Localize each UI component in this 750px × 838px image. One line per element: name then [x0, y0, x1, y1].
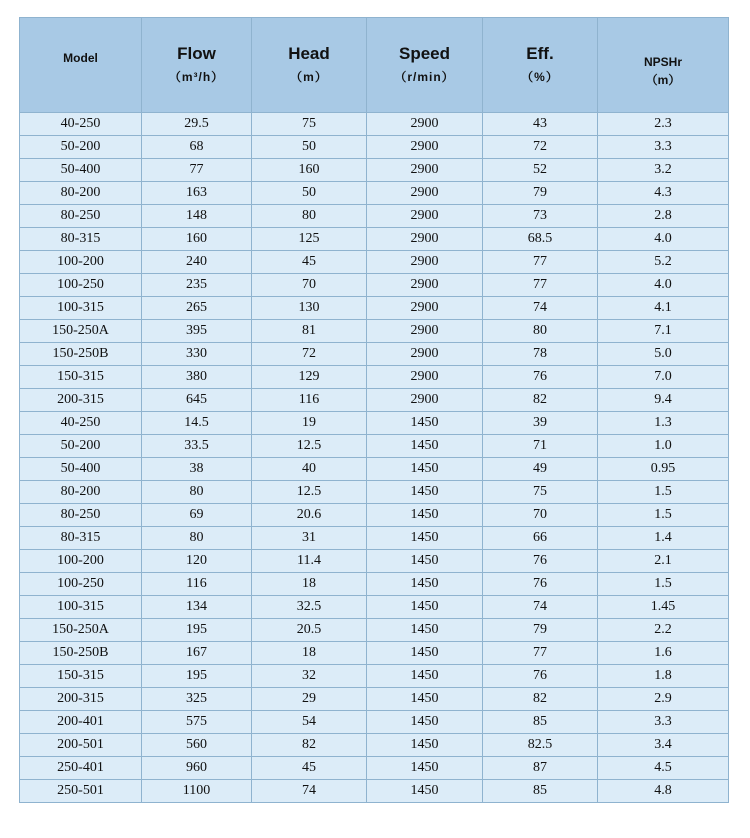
speed-cell: 1450 — [367, 527, 483, 550]
head-cell: 50 — [252, 136, 367, 159]
npshr-cell: 7.1 — [598, 320, 729, 343]
head-cell: 20.6 — [252, 504, 367, 527]
flow-cell: 69 — [142, 504, 252, 527]
flow-cell: 265 — [142, 297, 252, 320]
table-row — [20, 274, 729, 297]
head-cell: 81 — [252, 320, 367, 343]
model-cell: 250-401 — [20, 757, 142, 780]
flow-cell: 1100 — [142, 780, 252, 803]
speed-cell: 1450 — [367, 665, 483, 688]
head-cell: 32 — [252, 665, 367, 688]
table-row — [20, 228, 729, 251]
head-cell: 82 — [252, 734, 367, 757]
model-cell: 150-250B — [20, 343, 142, 366]
model-cell: 100-250 — [20, 573, 142, 596]
table-row — [20, 481, 729, 504]
header-npshr — [598, 18, 729, 113]
table-row — [20, 159, 729, 182]
table-row — [20, 182, 729, 205]
speed-cell: 1450 — [367, 642, 483, 665]
speed-cell: 1450 — [367, 481, 483, 504]
header-eff — [483, 18, 598, 113]
pump-spec-table — [19, 17, 729, 803]
head-cell: 70 — [252, 274, 367, 297]
head-cell: 32.5 — [252, 596, 367, 619]
npshr-cell: 4.1 — [598, 297, 729, 320]
npshr-cell: 1.45 — [598, 596, 729, 619]
npshr-cell: 4.3 — [598, 182, 729, 205]
eff-cell: 78 — [483, 343, 598, 366]
eff-cell: 66 — [483, 527, 598, 550]
eff-cell: 71 — [483, 435, 598, 458]
eff-cell: 52 — [483, 159, 598, 182]
table-row — [20, 527, 729, 550]
flow-cell: 29.5 — [142, 113, 252, 136]
flow-cell: 80 — [142, 527, 252, 550]
model-cell: 80-250 — [20, 504, 142, 527]
table-row — [20, 734, 729, 757]
head-cell: 50 — [252, 182, 367, 205]
model-cell: 80-315 — [20, 527, 142, 550]
table-row — [20, 458, 729, 481]
table-row — [20, 320, 729, 343]
eff-cell: 68.5 — [483, 228, 598, 251]
npshr-cell: 4.5 — [598, 757, 729, 780]
head-cell: 12.5 — [252, 481, 367, 504]
npshr-cell: 1.4 — [598, 527, 729, 550]
flow-cell: 160 — [142, 228, 252, 251]
header-row — [20, 18, 729, 113]
model-cell: 50-200 — [20, 136, 142, 159]
flow-cell: 330 — [142, 343, 252, 366]
flow-cell: 240 — [142, 251, 252, 274]
eff-cell: 82.5 — [483, 734, 598, 757]
head-cell: 40 — [252, 458, 367, 481]
head-cell: 45 — [252, 757, 367, 780]
npshr-cell: 1.5 — [598, 504, 729, 527]
npshr-cell: 9.4 — [598, 389, 729, 412]
table-row — [20, 435, 729, 458]
flow-cell: 14.5 — [142, 412, 252, 435]
table-row — [20, 757, 729, 780]
head-cell: 45 — [252, 251, 367, 274]
head-cell: 125 — [252, 228, 367, 251]
head-cell: 29 — [252, 688, 367, 711]
table-row — [20, 596, 729, 619]
flow-cell: 77 — [142, 159, 252, 182]
npshr-cell: 3.3 — [598, 136, 729, 159]
model-cell: 100-200 — [20, 550, 142, 573]
eff-cell: 43 — [483, 113, 598, 136]
npshr-cell: 0.95 — [598, 458, 729, 481]
speed-cell: 1450 — [367, 573, 483, 596]
table-row — [20, 343, 729, 366]
eff-cell: 79 — [483, 619, 598, 642]
speed-cell: 1450 — [367, 435, 483, 458]
table-row — [20, 113, 729, 136]
model-cell: 100-200 — [20, 251, 142, 274]
eff-cell: 85 — [483, 780, 598, 803]
table-row — [20, 389, 729, 412]
flow-cell: 195 — [142, 619, 252, 642]
model-cell: 200-315 — [20, 389, 142, 412]
npshr-cell: 7.0 — [598, 366, 729, 389]
eff-cell: 74 — [483, 596, 598, 619]
speed-cell: 2900 — [367, 366, 483, 389]
model-cell: 80-250 — [20, 205, 142, 228]
eff-cell: 76 — [483, 366, 598, 389]
model-cell: 200-315 — [20, 688, 142, 711]
header-speed — [367, 18, 483, 113]
eff-cell: 76 — [483, 550, 598, 573]
eff-cell: 76 — [483, 573, 598, 596]
flow-cell: 120 — [142, 550, 252, 573]
flow-cell: 33.5 — [142, 435, 252, 458]
header-npshr-label: NPSHr — [643, 55, 682, 69]
header-eff-unit: （%） — [521, 70, 559, 84]
head-cell: 160 — [252, 159, 367, 182]
flow-cell: 163 — [142, 182, 252, 205]
flow-cell: 235 — [142, 274, 252, 297]
eff-cell: 72 — [483, 136, 598, 159]
eff-cell: 39 — [483, 412, 598, 435]
npshr-cell: 4.8 — [598, 780, 729, 803]
eff-cell: 82 — [483, 389, 598, 412]
model-cell: 250-501 — [20, 780, 142, 803]
model-cell: 150-250A — [20, 619, 142, 642]
eff-cell: 77 — [483, 251, 598, 274]
table-row — [20, 550, 729, 573]
eff-cell: 76 — [483, 665, 598, 688]
speed-cell: 2900 — [367, 159, 483, 182]
table-row — [20, 619, 729, 642]
head-cell: 31 — [252, 527, 367, 550]
flow-cell: 38 — [142, 458, 252, 481]
speed-cell: 2900 — [367, 320, 483, 343]
eff-cell: 74 — [483, 297, 598, 320]
head-cell: 129 — [252, 366, 367, 389]
npshr-cell: 1.3 — [598, 412, 729, 435]
eff-cell: 77 — [483, 642, 598, 665]
table-row — [20, 251, 729, 274]
eff-cell: 49 — [483, 458, 598, 481]
head-cell: 130 — [252, 297, 367, 320]
flow-cell: 560 — [142, 734, 252, 757]
header-head-unit: （m） — [290, 70, 328, 84]
flow-cell: 116 — [142, 573, 252, 596]
model-cell: 150-250B — [20, 642, 142, 665]
npshr-cell: 2.9 — [598, 688, 729, 711]
header-flow-label: Flow — [177, 44, 216, 63]
model-cell: 50-400 — [20, 458, 142, 481]
eff-cell: 73 — [483, 205, 598, 228]
table-row — [20, 780, 729, 803]
npshr-cell: 5.0 — [598, 343, 729, 366]
model-cell: 40-250 — [20, 113, 142, 136]
flow-cell: 395 — [142, 320, 252, 343]
header-flow — [142, 18, 252, 113]
eff-cell: 80 — [483, 320, 598, 343]
header-model — [20, 18, 142, 113]
head-cell: 74 — [252, 780, 367, 803]
speed-cell: 1450 — [367, 688, 483, 711]
speed-cell: 1450 — [367, 757, 483, 780]
eff-cell: 82 — [483, 688, 598, 711]
speed-cell: 1450 — [367, 412, 483, 435]
table-row — [20, 665, 729, 688]
model-cell: 100-315 — [20, 297, 142, 320]
model-cell: 40-250 — [20, 412, 142, 435]
flow-cell: 167 — [142, 642, 252, 665]
npshr-cell: 3.2 — [598, 159, 729, 182]
eff-cell: 77 — [483, 274, 598, 297]
head-cell: 75 — [252, 113, 367, 136]
speed-cell: 2900 — [367, 136, 483, 159]
speed-cell: 2900 — [367, 389, 483, 412]
speed-cell: 1450 — [367, 504, 483, 527]
table-row — [20, 205, 729, 228]
speed-cell: 2900 — [367, 113, 483, 136]
npshr-cell: 1.5 — [598, 573, 729, 596]
header-speed-label: Speed — [398, 44, 451, 63]
header-npshr-unit: （m） — [645, 73, 681, 87]
flow-cell: 645 — [142, 389, 252, 412]
npshr-cell: 1.6 — [598, 642, 729, 665]
flow-cell: 325 — [142, 688, 252, 711]
head-cell: 18 — [252, 573, 367, 596]
head-cell: 54 — [252, 711, 367, 734]
eff-cell: 87 — [483, 757, 598, 780]
flow-cell: 575 — [142, 711, 252, 734]
npshr-cell: 1.8 — [598, 665, 729, 688]
npshr-cell: 1.0 — [598, 435, 729, 458]
model-cell: 80-200 — [20, 481, 142, 504]
speed-cell: 1450 — [367, 596, 483, 619]
npshr-cell: 5.2 — [598, 251, 729, 274]
head-cell: 19 — [252, 412, 367, 435]
model-cell: 150-315 — [20, 665, 142, 688]
table-row — [20, 136, 729, 159]
flow-cell: 134 — [142, 596, 252, 619]
npshr-cell: 2.1 — [598, 550, 729, 573]
table-row — [20, 711, 729, 734]
model-cell: 200-401 — [20, 711, 142, 734]
speed-cell: 2900 — [367, 228, 483, 251]
speed-cell: 1450 — [367, 711, 483, 734]
header-head — [252, 18, 367, 113]
eff-cell: 79 — [483, 182, 598, 205]
speed-cell: 2900 — [367, 182, 483, 205]
header-speed-unit: （r/min） — [394, 70, 455, 84]
model-cell: 150-250A — [20, 320, 142, 343]
model-cell: 80-200 — [20, 182, 142, 205]
model-cell: 80-315 — [20, 228, 142, 251]
flow-cell: 148 — [142, 205, 252, 228]
speed-cell: 2900 — [367, 297, 483, 320]
header-model-label: Model — [63, 50, 98, 65]
model-cell: 100-250 — [20, 274, 142, 297]
flow-cell: 380 — [142, 366, 252, 389]
npshr-cell: 2.8 — [598, 205, 729, 228]
speed-cell: 1450 — [367, 458, 483, 481]
table-row — [20, 642, 729, 665]
speed-cell: 1450 — [367, 619, 483, 642]
head-cell: 18 — [252, 642, 367, 665]
speed-cell: 2900 — [367, 274, 483, 297]
flow-cell: 80 — [142, 481, 252, 504]
speed-cell: 1450 — [367, 734, 483, 757]
eff-cell: 75 — [483, 481, 598, 504]
head-cell: 116 — [252, 389, 367, 412]
model-cell: 150-315 — [20, 366, 142, 389]
table-row — [20, 573, 729, 596]
flow-cell: 68 — [142, 136, 252, 159]
model-cell: 50-200 — [20, 435, 142, 458]
head-cell: 11.4 — [252, 550, 367, 573]
table-row — [20, 412, 729, 435]
model-cell: 200-501 — [20, 734, 142, 757]
flow-cell: 195 — [142, 665, 252, 688]
table-row — [20, 297, 729, 320]
model-cell: 50-400 — [20, 159, 142, 182]
head-cell: 12.5 — [252, 435, 367, 458]
speed-cell: 2900 — [367, 251, 483, 274]
speed-cell: 1450 — [367, 780, 483, 803]
head-cell: 72 — [252, 343, 367, 366]
npshr-cell: 1.5 — [598, 481, 729, 504]
speed-cell: 2900 — [367, 343, 483, 366]
header-eff-label: Eff. — [526, 44, 554, 63]
table-row — [20, 688, 729, 711]
speed-cell: 1450 — [367, 550, 483, 573]
head-cell: 20.5 — [252, 619, 367, 642]
table-row — [20, 366, 729, 389]
head-cell: 80 — [252, 205, 367, 228]
npshr-cell: 3.4 — [598, 734, 729, 757]
npshr-cell: 2.3 — [598, 113, 729, 136]
npshr-cell: 3.3 — [598, 711, 729, 734]
table-body — [20, 113, 729, 803]
npshr-cell: 4.0 — [598, 228, 729, 251]
model-cell: 100-315 — [20, 596, 142, 619]
eff-cell: 85 — [483, 711, 598, 734]
table-row — [20, 504, 729, 527]
npshr-cell: 2.2 — [598, 619, 729, 642]
npshr-cell: 4.0 — [598, 274, 729, 297]
header-flow-unit: （m³/h） — [168, 70, 225, 84]
header-head-label: Head — [288, 44, 330, 63]
speed-cell: 2900 — [367, 205, 483, 228]
eff-cell: 70 — [483, 504, 598, 527]
flow-cell: 960 — [142, 757, 252, 780]
